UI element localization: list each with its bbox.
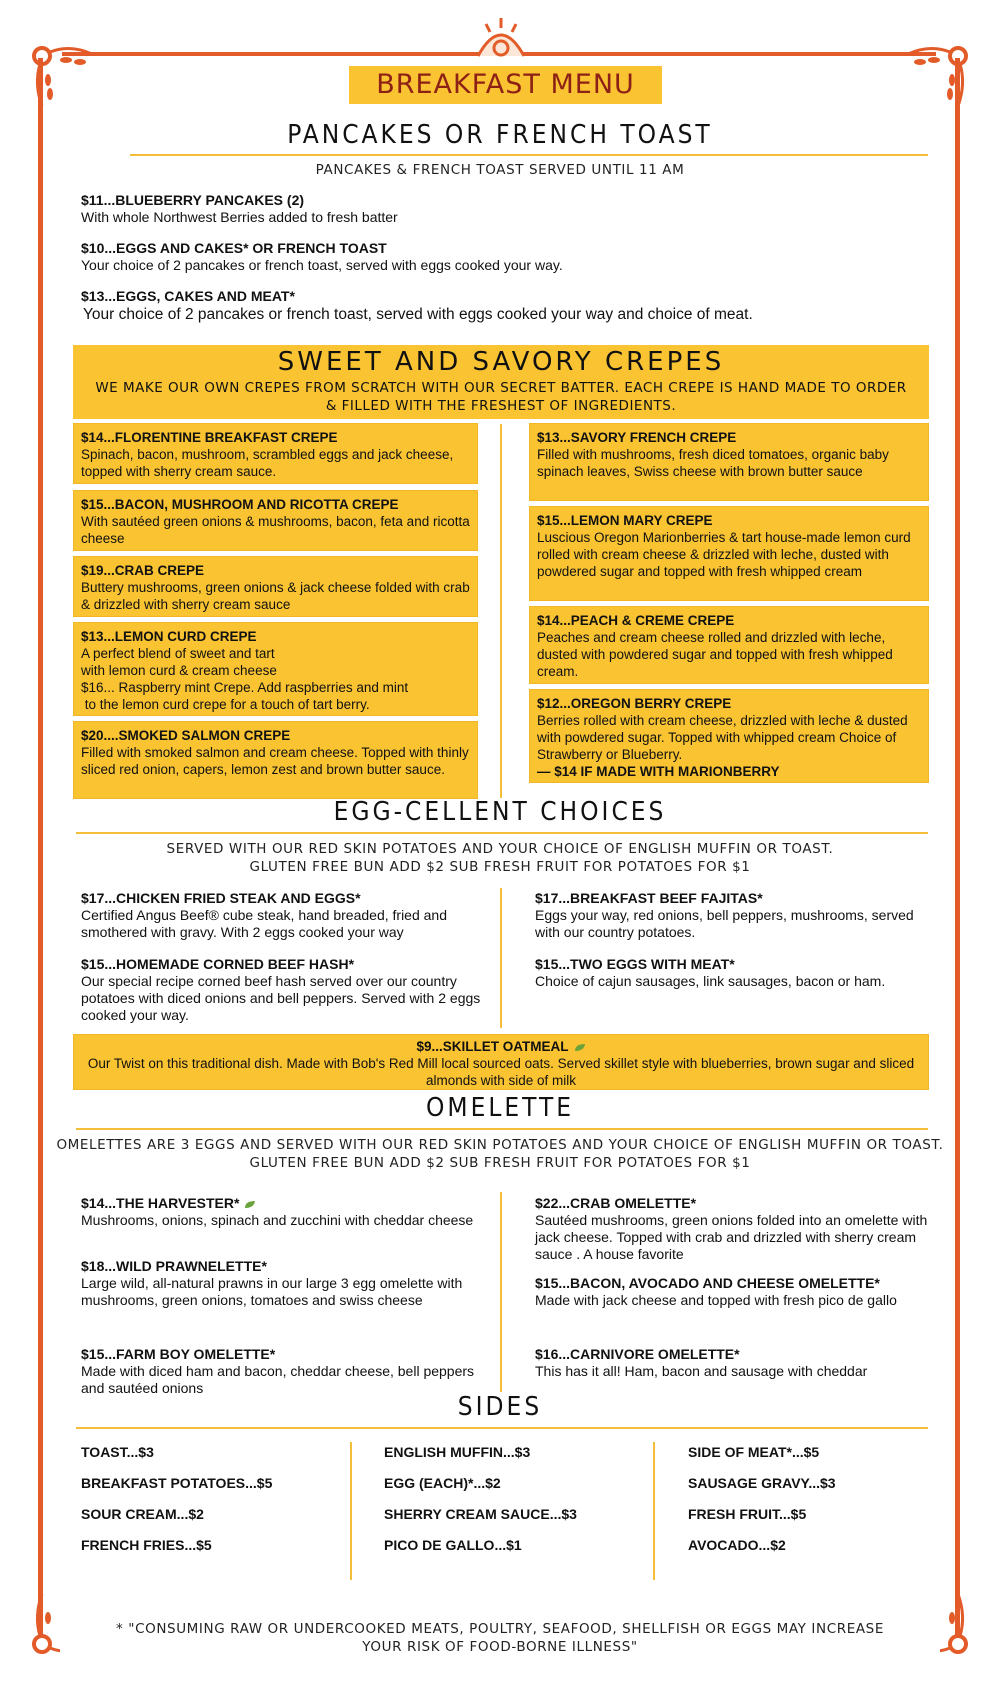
egg-item [81,890,481,941]
omelette-divider [500,1192,502,1392]
side-item: ENGLISH MUFFIN...$3 [384,1444,531,1460]
side-item: SAUSAGE GRAVY...$3 [688,1475,836,1491]
sides-heading: SIDES [457,1392,543,1422]
side-item: AVOCADO...$2 [688,1537,786,1553]
item-desc: Our Twist on this traditional dish. Made with Bob's Red Mill local sourced oats. Served skillet style with blueberries, brown sugar and sliced almonds with side of milk [87,1056,915,1088]
item-title: $13...EGGS, CAKES AND MEAT* [81,288,295,304]
crepe-card [529,689,929,783]
item-title: $14...THE HARVESTER* [81,1195,240,1211]
item-desc: Berries rolled with cream cheese, drizzled with leche & dusted with powdered sugar. Topped with whipped cream Choice of Strawberry or Blueberry. [537,713,908,762]
item-title: $20....SMOKED SALMON CREPE [81,728,291,743]
item-title: $19...CRAB CREPE [81,563,205,578]
crepe-card [529,606,929,684]
side-item: SIDE OF MEAT*...$5 [688,1444,820,1460]
item-title: $17...BREAKFAST BEEF FAJITAS* [535,890,763,906]
eggs-divider [500,888,502,1028]
item-desc: Filled with mushrooms, fresh diced tomatoes, organic baby spinach leaves, Swiss cheese with brown butter sauce [537,447,889,479]
eggs-heading: EGG-CELLENT CHOICES [333,797,667,827]
crepe-card [73,490,478,551]
item-title: $15...BACON, MUSHROOM AND RICOTTA CREPE [81,497,399,512]
disclaimer-line-2: YOUR RISK OF FOOD-BORNE ILLNESS" [362,1639,638,1655]
side-item: EGG (EACH)*...$2 [384,1475,501,1491]
omelette-note-1: OMELETTES ARE 3 EGGS AND SERVED WITH OUR RED SKIN POTATOES AND YOUR CHOICE OF ENGLISH MUFFIN OR TOAST. [56,1137,944,1153]
side-item: TOAST...$3 [81,1444,154,1460]
item-desc: Large wild, all-natural prawns in our large 3 egg omelette with mushrooms, green onions, tomatoes and swiss cheese [81,1275,463,1308]
menu-title: BREAKFAST MENU [349,66,662,104]
oatmeal-card [73,1034,929,1090]
item-desc: Made with diced ham and bacon, cheddar cheese, bell peppers and sautéed onions [81,1363,475,1396]
crepe-card [73,556,478,617]
item-title: — $14 IF MADE WITH MARIONBERRY [537,764,780,779]
sides-rule [76,1427,928,1429]
item-title: $18...WILD PRAWNELETTE* [81,1258,267,1274]
omelette-rule [76,1128,928,1130]
item-desc: Filled with smoked salmon and cream cheese. Topped with thinly sliced red onion, capers, lemon zest and brown butter sauce. [81,745,469,777]
item-title: $15...TWO EGGS WITH MEAT* [535,956,735,972]
item-title: $11...BLUEBERRY PANCAKES (2) [81,192,305,208]
pancake-item [81,192,921,226]
crepes-note: WE MAKE OUR OWN CREPES FROM SCRATCH WITH OUR SECRET BATTER. EACH CREPE IS HAND MADE TO ORDER & FILLED WITH THE FRESHEST OF INGREDIENTS. [95,380,907,414]
item-desc: Our special recipe corned beef hash served over our country potatoes with diced onions and bell peppers. Served with 2 eggs cooked your way. [81,973,481,1023]
item-title: $17...CHICKEN FRIED STEAK AND EGGS* [81,890,361,906]
disclaimer-line-1: * "CONSUMING RAW OR UNDERCOOKED MEATS, POULTRY, SEAFOOD, SHELLFISH OR EGGS MAY INCREASE [116,1621,884,1637]
item-desc: Your choice of 2 pancakes or french toast, served with eggs cooked your way and choice of meat. [83,306,753,323]
omelette-item [81,1258,481,1309]
crepe-card [73,423,478,484]
omelette-note-2: GLUTEN FREE BUN ADD $2 SUB FRESH FRUIT FOR POTATOES FOR $1 [249,1155,751,1171]
side-item: PICO DE GALLO...$1 [384,1537,522,1553]
leaf-icon [574,1043,586,1052]
item-desc: Eggs your way, red onions, bell peppers, mushrooms, served with our country potatoes. [535,907,914,940]
omelette-item [81,1195,481,1229]
sides-divider [350,1442,352,1580]
crepe-card [73,622,478,716]
item-desc: Certified Angus Beef® cube steak, hand breaded, fried and smothered with gravy. With 2 eggs cooked your way [81,907,448,940]
item-desc: Choice of cajun sausages, link sausages, bacon or ham. [535,973,886,989]
side-item: SHERRY CREAM SAUCE...$3 [384,1506,577,1522]
egg-item [535,890,935,941]
item-desc: Made with jack cheese and topped with fresh pico de gallo [535,1292,897,1308]
corner-ornament-icon [30,40,100,110]
eggs-note-1: SERVED WITH OUR RED SKIN POTATOES AND YOUR CHOICE OF ENGLISH MUFFIN OR TOAST. [166,841,834,857]
egg-item [535,956,935,990]
item-title: $15...BACON, AVOCADO AND CHEESE OMELETTE* [535,1275,880,1291]
egg-item [81,956,481,1024]
item-title: $15...LEMON MARY CREPE [537,513,713,528]
item-title: $22...CRAB OMELETTE* [535,1195,697,1211]
side-item: FRESH FRUIT...$5 [688,1506,807,1522]
food-safety-disclaimer [60,1620,940,1656]
crepe-card [529,423,929,501]
omelette-item [81,1346,481,1397]
crepes-heading: SWEET AND SAVORY CREPES [277,347,725,377]
pancake-item [81,288,941,325]
item-desc: Buttery mushrooms, green onions & jack cheese folded with crab & drizzled with sherry cream sauce [81,580,470,612]
pancake-item [81,240,921,274]
omelette-item [535,1275,935,1309]
side-item: SOUR CREAM...$2 [81,1506,204,1522]
eggs-rule [76,832,928,834]
item-desc: with lemon curd & cream cheese [81,663,277,678]
item-desc: Mushrooms, onions, spinach and zucchini with cheddar cheese [81,1212,474,1228]
item-desc: Luscious Oregon Marionberries & tart house-made lemon curd rolled with cream cheese & drizzled with leche, dusted with powdered sugar and topped with fresh whipped cream [537,530,911,579]
crepes-divider [500,424,502,798]
omelette-item [535,1346,935,1380]
sun-ornament-icon [468,16,534,60]
omelette-item [535,1195,935,1263]
sides-divider [653,1442,655,1580]
item-title: $13...SAVORY FRENCH CREPE [537,430,737,445]
pancakes-rule [130,154,928,156]
item-desc: to the lemon curd crepe for a touch of tart berry. [81,697,370,712]
item-desc: With whole Northwest Berries added to fresh batter [81,209,398,225]
pancakes-note: PANCAKES & FRENCH TOAST SERVED UNTIL 11 AM [315,162,685,178]
item-title: $12...OREGON BERRY CREPE [537,696,732,711]
item-desc: $16... Raspberry mint Crepe. Add raspberries and mint [81,680,409,695]
item-title: $10...EGGS AND CAKES* OR FRENCH TOAST [81,240,387,256]
side-item: BREAKFAST POTATOES...$5 [81,1475,273,1491]
crepe-card [73,721,478,799]
item-desc: Peaches and cream cheese rolled and drizzled with leche, dusted with powdered sugar and topped with fresh whipped cream. [537,630,893,679]
item-title: $15...FARM BOY OMELETTE* [81,1346,276,1362]
item-desc: Spinach, bacon, mushroom, scrambled eggs and jack cheese, topped with sherry cream sauce. [81,447,454,479]
item-title: $14...PEACH & CREME CREPE [537,613,735,628]
item-desc: This has it all! Ham, bacon and sausage with cheddar [535,1363,868,1379]
item-title: $13...LEMON CURD CREPE [81,629,257,644]
item-title: $15...HOMEMADE CORNED BEEF HASH* [81,956,355,972]
pancakes-heading: PANCAKES OR FRENCH TOAST [287,120,713,150]
leaf-icon [244,1200,256,1209]
item-desc: With sautéed green onions & mushrooms, bacon, feta and ricotta cheese [81,514,470,546]
item-title: $9...SKILLET OATMEAL [416,1039,569,1054]
item-desc: A perfect blend of sweet and tart [81,646,275,661]
item-title: $16...CARNIVORE OMELETTE* [535,1346,740,1362]
omelette-heading: OMELETTE [425,1093,575,1123]
side-item: FRENCH FRIES...$5 [81,1537,212,1553]
crepe-card [529,506,929,601]
corner-ornament-icon [900,40,970,110]
item-desc: Your choice of 2 pancakes or french toast, served with eggs cooked your way. [81,257,563,273]
item-title: $14...FLORENTINE BREAKFAST CREPE [81,430,338,445]
item-desc: Sautéed mushrooms, green onions folded into an omelette with jack cheese. Topped with crab and drizzled with sherry cream sauce . A house favorite [535,1212,928,1262]
eggs-note-2: GLUTEN FREE BUN ADD $2 SUB FRESH FRUIT FOR POTATOES FOR $1 [249,859,751,875]
